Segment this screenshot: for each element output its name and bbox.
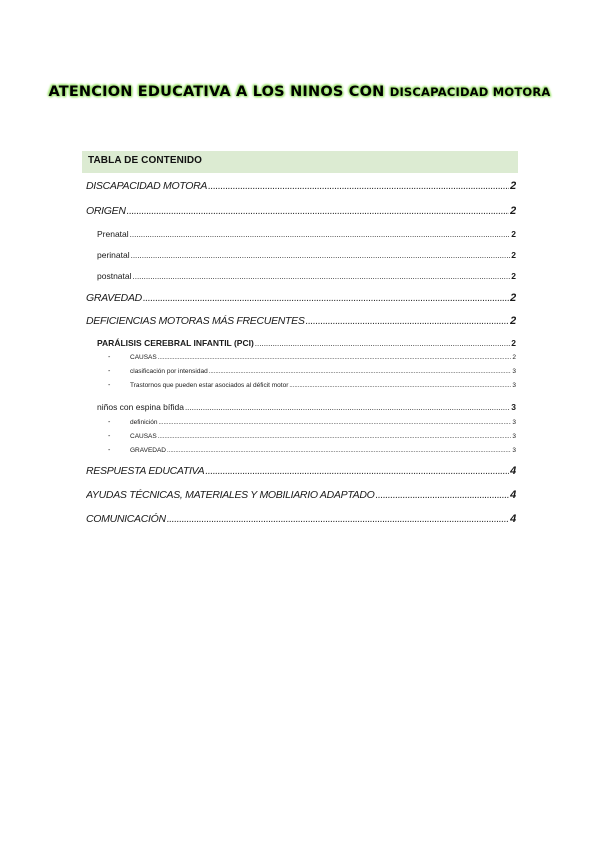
toc-entry-label: definición [130, 419, 158, 426]
toc-entry-label: PARÁLISIS CEREBRAL INFANTIL (PCI) [97, 338, 254, 348]
toc-entry-label: DISCAPACIDAD MOTORA [86, 180, 208, 192]
toc-entry-label: DEFICIENCIAS MOTORAS MÁS FRECUENTES [86, 315, 305, 327]
toc-entry-pci-clasificacion[interactable] [108, 368, 516, 375]
toc-entry-page: 2 [512, 354, 516, 361]
toc-leader-dots [209, 369, 512, 375]
toc-entry-label: Trastornos que pueden estar asociados al déficit motor [130, 382, 289, 389]
toc-leader-dots [376, 490, 510, 501]
toc-entry-label: GRAVEDAD [130, 447, 166, 454]
toc-entry-origen[interactable] [86, 205, 516, 217]
toc-entry-page: 3 [512, 368, 516, 375]
toc-entry-gravedad[interactable] [86, 292, 516, 304]
document-title [0, 84, 599, 100]
toc-entry-label: ORIGEN [86, 205, 126, 217]
toc-entry-label: AYUDAS TÉCNICAS, MATERIALES Y MOBILIARIO ADAPTADO [86, 489, 375, 501]
toc-entry-prenatal[interactable] [97, 229, 516, 239]
toc-entry-label: COMUNICACIÓN [86, 513, 166, 525]
toc-entry-page: 4 [510, 465, 516, 477]
toc-entry-discapacidad-motora[interactable] [86, 180, 516, 192]
toc-entry-page: 2 [511, 229, 516, 239]
toc-entry-deficiencias-motoras[interactable] [86, 315, 516, 327]
toc-entry-perinatal[interactable] [97, 250, 516, 260]
toc-leader-dots [143, 293, 509, 304]
toc-entry-eb-causas[interactable] [108, 433, 516, 440]
toc-entry-respuesta-educativa[interactable] [86, 465, 516, 477]
toc-entry-page: 4 [510, 489, 516, 501]
toc-entry-page: 3 [512, 419, 516, 426]
toc-header [82, 151, 518, 173]
toc-entry-label: CAUSAS [130, 354, 157, 361]
toc-entry-page: 2 [510, 292, 516, 304]
toc-entry-ayudas-tecnicas[interactable] [86, 489, 516, 501]
toc-leader-dots [208, 181, 509, 192]
toc-entry-label: clasificación por intensidad [130, 368, 208, 375]
toc-entry-label: GRAVEDAD [86, 292, 142, 304]
toc-entry-page: 3 [512, 447, 516, 454]
toc-leader-dots [130, 230, 511, 239]
toc-entry-page: 4 [510, 513, 516, 525]
toc-entry-label: perinatal [97, 250, 130, 260]
toc-entry-eb-gravedad[interactable] [108, 447, 516, 454]
toc-entry-page: 2 [511, 250, 516, 260]
toc-entry-page: 2 [510, 315, 516, 327]
toc-leader-dots [306, 316, 510, 327]
toc-leader-dots [131, 251, 511, 260]
toc-bullet: - [108, 354, 111, 361]
toc-leader-dots [158, 355, 512, 361]
toc-leader-dots [167, 514, 509, 525]
toc-entry-page: 2 [511, 271, 516, 281]
toc-entry-espina-bifida[interactable] [97, 402, 516, 412]
toc-entry-page: 3 [511, 402, 516, 412]
toc-leader-dots [255, 339, 510, 348]
toc-bullet: - [108, 433, 111, 440]
toc-entry-comunicacion[interactable] [86, 513, 516, 525]
toc-entry-eb-definicion[interactable] [108, 419, 516, 426]
toc-bullet: - [108, 419, 111, 426]
toc-entry-label: RESPUESTA EDUCATIVA [86, 465, 205, 477]
toc-entry-label: niños con espina bífida [97, 402, 184, 412]
toc-entry-page: 2 [510, 180, 516, 192]
toc-entry-pci-trastornos[interactable] [108, 382, 516, 389]
toc-header-label: TABLA DE CONTENIDO [88, 155, 203, 166]
toc-leader-dots [127, 206, 510, 217]
toc-leader-dots [185, 403, 510, 412]
toc-entry-page: 3 [512, 382, 516, 389]
toc-entry-page: 2 [511, 338, 516, 348]
document-title-main: ATENCION EDUCATIVA A LOS NINOS CON [48, 84, 390, 100]
toc-bullet: - [108, 382, 111, 389]
toc-entry-page: 3 [512, 433, 516, 440]
toc-entry-label: postnatal [97, 271, 132, 281]
toc-leader-dots [205, 466, 509, 477]
toc-entry-label: Prenatal [97, 229, 129, 239]
toc-leader-dots [158, 420, 511, 426]
toc-leader-dots [133, 272, 511, 281]
toc-entry-paralisis-cerebral[interactable] [97, 338, 516, 348]
document-title-small: DISCAPACIDAD MOTORA [389, 85, 551, 99]
toc-bullet: - [108, 447, 111, 454]
toc-entry-postnatal[interactable] [97, 271, 516, 281]
toc-bullet: - [108, 368, 111, 375]
toc-leader-dots [167, 448, 511, 454]
toc-entry-page: 2 [510, 205, 516, 217]
toc-leader-dots [289, 383, 511, 389]
toc-leader-dots [158, 434, 512, 440]
toc-entry-pci-causas[interactable] [108, 354, 516, 361]
toc-entry-label: CAUSAS [130, 433, 157, 440]
